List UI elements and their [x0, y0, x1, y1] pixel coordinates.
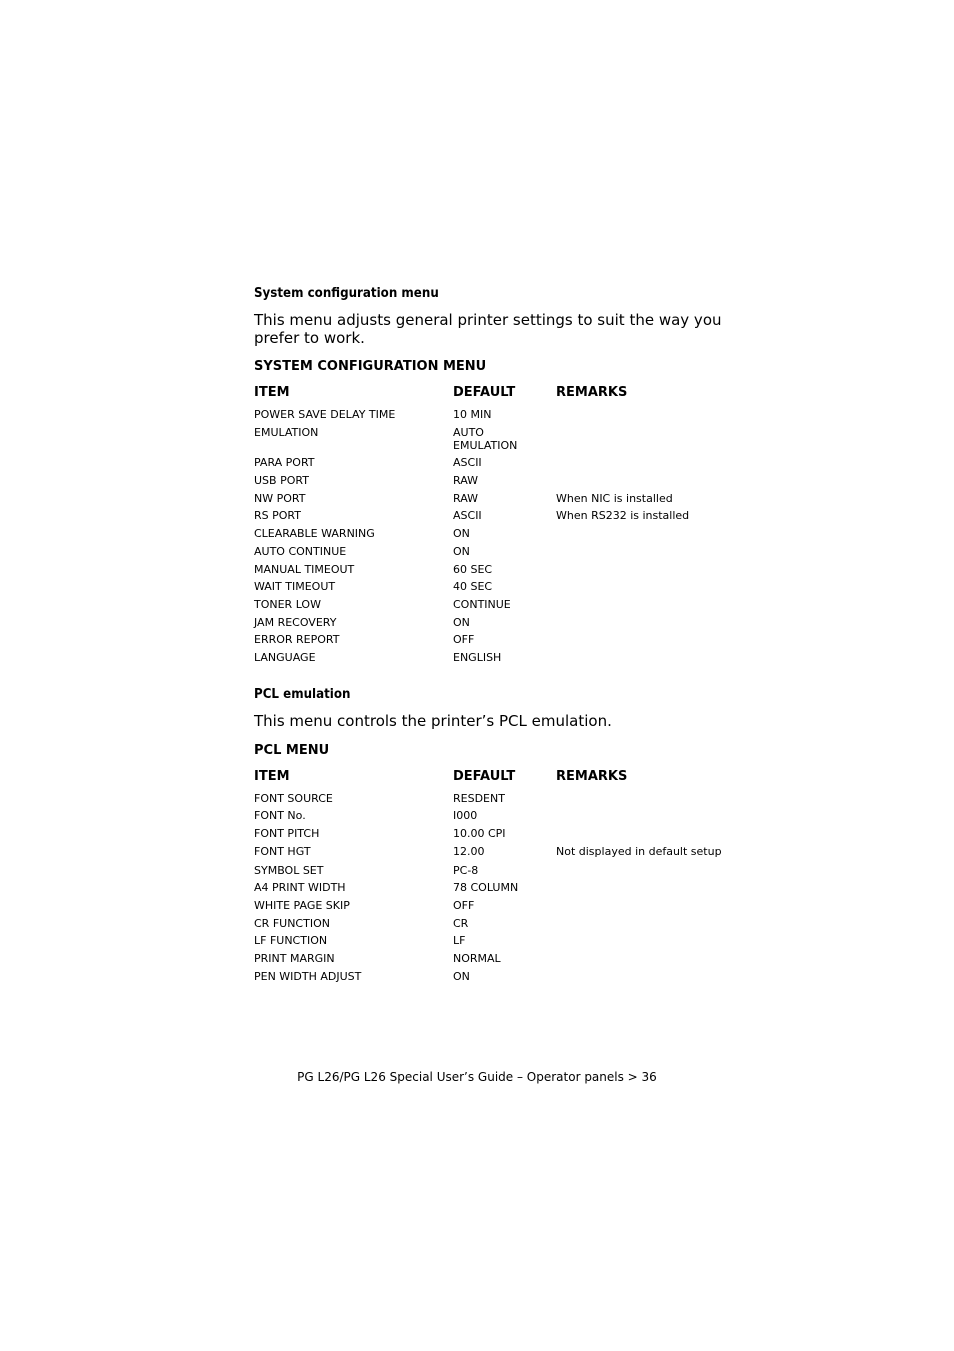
remarks-cell — [556, 561, 724, 579]
item-cell: PARA PORT — [254, 456, 315, 470]
table-row — [254, 543, 724, 561]
remarks-cell — [556, 525, 724, 543]
table-row — [254, 915, 724, 933]
item-cell: JAM RECOVERY — [254, 615, 337, 629]
column-header-default: DEFAULT — [453, 768, 516, 784]
default-cell: ON — [453, 615, 470, 629]
remarks-cell — [556, 788, 724, 808]
item-cell: NW PORT — [254, 491, 306, 505]
table-row — [254, 561, 724, 579]
remarks-cell — [556, 825, 724, 843]
default-cell: PC-8 — [453, 863, 479, 877]
default-cell: OFF — [453, 633, 475, 647]
default-cell: ON — [453, 969, 470, 983]
default-cell: 10 MIN — [453, 408, 492, 421]
default-cell: 78 COLUMN — [453, 881, 519, 895]
default-cell: RAW — [453, 491, 478, 505]
system-configuration-section — [254, 284, 724, 667]
remarks-cell — [556, 404, 724, 424]
table-row — [254, 932, 724, 950]
section-intro: This menu adjusts general printer settings to suit the way you prefer to work. — [254, 311, 722, 347]
table-header-row — [254, 768, 724, 788]
table-title: SYSTEM CONFIGURATION MENU — [254, 359, 487, 374]
table-row — [254, 897, 724, 915]
default-cell: CONTINUE — [453, 597, 511, 611]
table-row — [254, 578, 724, 596]
column-header-default: DEFAULT — [453, 385, 516, 400]
remarks-cell: When NIC is installed — [556, 491, 673, 505]
default-cell: NORMAL — [453, 952, 501, 966]
table-row — [254, 596, 724, 614]
remarks-cell — [556, 862, 724, 880]
column-header-remarks: REMARKS — [556, 768, 628, 784]
table-row — [254, 525, 724, 543]
default-cell: I000 — [453, 809, 478, 823]
default-cell: ASCII — [453, 456, 482, 470]
item-cell: POWER SAVE DELAY TIME — [254, 408, 396, 421]
remarks-cell — [556, 932, 724, 950]
item-cell: FONT SOURCE — [254, 791, 333, 805]
remarks-cell: Not displayed in default setup — [556, 844, 722, 858]
table-row — [254, 788, 724, 808]
section-intro: This menu controls the printer’s PCL emulation. — [254, 711, 612, 730]
table-row — [254, 807, 724, 825]
item-cell: MANUAL TIMEOUT — [254, 562, 355, 576]
default-cell: RESDENT — [453, 791, 505, 805]
remarks-cell — [556, 631, 724, 649]
item-cell: USB PORT — [254, 474, 309, 488]
remarks-cell — [556, 614, 724, 632]
table-title: PCL MENU — [254, 742, 330, 758]
remarks-cell — [556, 454, 724, 472]
default-cell: 10.00 CPI — [453, 827, 506, 840]
default-cell: ON — [453, 544, 470, 558]
remarks-cell — [556, 950, 724, 968]
item-cell: AUTO CONTINUE — [254, 544, 347, 558]
table-row — [254, 950, 724, 968]
remarks-cell — [556, 424, 724, 455]
table-row — [254, 424, 724, 455]
table-row — [254, 614, 724, 632]
remarks-cell — [556, 915, 724, 933]
item-cell: FONT PITCH — [254, 827, 320, 840]
remarks-cell — [556, 596, 724, 614]
section-heading: PCL emulation — [254, 685, 351, 702]
section-heading: System configuration menu — [254, 285, 439, 301]
table-row — [254, 825, 724, 843]
table-row — [254, 968, 724, 986]
pcl-menu-table — [254, 768, 724, 986]
column-header-item: ITEM — [254, 768, 290, 784]
default-cell: 12.00 — [453, 844, 485, 858]
remarks-cell — [556, 897, 724, 915]
table-row — [254, 507, 724, 525]
page-footer: PG L26/PG L26 Special User’s Guide – Operator panels > 36 — [297, 1070, 657, 1084]
column-header-item: ITEM — [254, 385, 290, 400]
default-cell: 60 SEC — [453, 562, 493, 576]
table-row — [254, 472, 724, 490]
default-cell: RAW — [453, 474, 478, 488]
remarks-cell — [556, 649, 724, 667]
default-cell: OFF — [453, 899, 475, 913]
column-header-remarks: REMARKS — [556, 385, 628, 400]
remarks-cell — [556, 543, 724, 561]
table-row — [254, 454, 724, 472]
remarks-cell — [556, 968, 724, 986]
item-cell: ERROR REPORT — [254, 633, 340, 647]
item-cell: FONT No. — [254, 809, 306, 823]
system-configuration-table — [254, 384, 724, 667]
remarks-cell — [556, 807, 724, 825]
table-row — [254, 862, 724, 880]
table-row — [254, 649, 724, 667]
table-row — [254, 631, 724, 649]
table-row — [254, 404, 724, 424]
item-cell: SYMBOL SET — [254, 863, 324, 877]
default-cell: ASCII — [453, 509, 482, 523]
item-cell: WHITE PAGE SKIP — [254, 899, 350, 913]
item-cell: FONT HGT — [254, 844, 311, 858]
table-row — [254, 843, 724, 862]
default-cell: LF — [453, 934, 466, 948]
table-header-row — [254, 384, 724, 404]
item-cell: RS PORT — [254, 509, 301, 523]
remarks-cell — [556, 879, 724, 897]
default-cell: ON — [453, 527, 470, 541]
table-row — [254, 879, 724, 897]
item-cell: TONER LOW — [254, 597, 321, 611]
item-cell: EMULATION — [254, 425, 319, 439]
default-cell: 40 SEC — [453, 580, 493, 594]
table-row — [254, 490, 724, 508]
item-cell: PEN WIDTH ADJUST — [254, 969, 362, 983]
item-cell: A4 PRINT WIDTH — [254, 881, 346, 895]
item-cell: WAIT TIMEOUT — [254, 580, 336, 594]
page-content — [254, 284, 724, 986]
remarks-cell — [556, 578, 724, 596]
default-cell: ENGLISH — [453, 650, 502, 664]
default-cell: CR — [453, 916, 469, 930]
pcl-emulation-section — [254, 685, 724, 986]
item-cell: CLEARABLE WARNING — [254, 527, 375, 541]
default-cell: AUTO EMULATION — [453, 425, 518, 452]
item-cell: CR FUNCTION — [254, 916, 330, 930]
remarks-cell: When RS232 is installed — [556, 509, 690, 523]
item-cell: PRINT MARGIN — [254, 952, 335, 966]
item-cell: LANGUAGE — [254, 650, 316, 664]
remarks-cell — [556, 472, 724, 490]
item-cell: LF FUNCTION — [254, 934, 328, 948]
